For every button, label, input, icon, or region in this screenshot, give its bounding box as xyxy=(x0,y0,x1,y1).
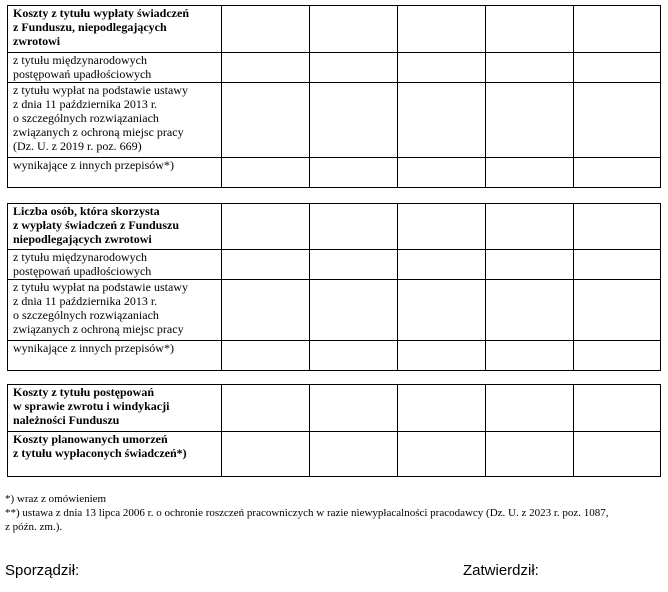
value-cell xyxy=(486,250,574,280)
table-row xyxy=(8,83,661,158)
value-cell xyxy=(486,385,574,432)
value-cell xyxy=(222,341,310,371)
row-label: wynikające z innych przepisów*) xyxy=(8,341,222,371)
value-cell xyxy=(398,385,486,432)
value-cell xyxy=(574,250,661,280)
prepared-by-label: Sporządził: xyxy=(5,562,80,579)
row-label: z tytułu międzynarodowych postępowań upadłościowych xyxy=(8,53,222,83)
value-cell xyxy=(222,83,310,158)
value-cell xyxy=(222,385,310,432)
table-row xyxy=(8,280,661,341)
costs-non-refundable-table xyxy=(7,5,661,188)
footnote-1: *) wraz z omówieniem xyxy=(5,493,107,505)
value-cell xyxy=(574,204,661,250)
table-row xyxy=(8,204,661,250)
value-cell xyxy=(574,280,661,341)
footnote-2: **) ustawa z dnia 13 lipca 2006 r. o ochronie roszczeń pracowniczych w razie niewypłacalności pracodawcy (Dz. U. z 2023 r. poz. 1087, z późn. zm.). xyxy=(5,507,609,533)
value-cell xyxy=(398,250,486,280)
row-heading: Koszty planowanych umorzeń z tytułu wypłaconych świadczeń*) xyxy=(8,432,222,477)
table-row xyxy=(8,6,661,53)
beneficiaries-count-table xyxy=(7,203,661,371)
table-row xyxy=(8,385,661,432)
value-cell xyxy=(398,158,486,188)
row-heading: Liczba osób, która skorzysta z wypłaty świadczeń z Funduszu niepodlegających zwrotowi xyxy=(8,204,222,250)
value-cell xyxy=(486,6,574,53)
recovery-costs-table xyxy=(7,384,661,477)
value-cell xyxy=(398,83,486,158)
value-cell xyxy=(222,53,310,83)
value-cell xyxy=(574,341,661,371)
value-cell xyxy=(486,83,574,158)
value-cell xyxy=(486,341,574,371)
value-cell xyxy=(398,280,486,341)
value-cell xyxy=(574,83,661,158)
value-cell xyxy=(310,158,398,188)
value-cell xyxy=(310,6,398,53)
value-cell xyxy=(310,83,398,158)
value-cell xyxy=(486,158,574,188)
table-row xyxy=(8,250,661,280)
row-label: wynikające z innych przepisów*) xyxy=(8,158,222,188)
value-cell xyxy=(310,341,398,371)
value-cell xyxy=(574,6,661,53)
value-cell xyxy=(398,341,486,371)
table-row xyxy=(8,158,661,188)
value-cell xyxy=(222,250,310,280)
value-cell xyxy=(310,385,398,432)
value-cell xyxy=(222,432,310,477)
table-row xyxy=(8,341,661,371)
table-row xyxy=(8,53,661,83)
value-cell xyxy=(310,432,398,477)
value-cell xyxy=(222,6,310,53)
table-row xyxy=(8,432,661,477)
value-cell xyxy=(574,385,661,432)
value-cell xyxy=(486,53,574,83)
row-label: z tytułu wypłat na podstawie ustawy z dnia 11 października 2013 r. o szczególnych rozwiązaniach związanych z ochroną miejsc pracy (Dz. U. z 2019 r. poz. 669) xyxy=(8,83,222,158)
row-heading: Koszty z tytułu postępowań w sprawie zwrotu i windykacji należności Funduszu xyxy=(8,385,222,432)
value-cell xyxy=(574,158,661,188)
value-cell xyxy=(398,6,486,53)
value-cell xyxy=(310,280,398,341)
value-cell xyxy=(310,204,398,250)
value-cell xyxy=(574,53,661,83)
value-cell xyxy=(574,432,661,477)
value-cell xyxy=(222,158,310,188)
value-cell xyxy=(486,432,574,477)
value-cell xyxy=(310,53,398,83)
value-cell xyxy=(222,204,310,250)
row-label: z tytułu międzynarodowych postępowań upadłościowych xyxy=(8,250,222,280)
row-label: z tytułu wypłat na podstawie ustawy z dnia 11 października 2013 r. o szczególnych rozwiązaniach związanych z ochroną miejsc pracy xyxy=(8,280,222,341)
value-cell xyxy=(486,204,574,250)
value-cell xyxy=(310,250,398,280)
value-cell xyxy=(398,53,486,83)
row-heading: Koszty z tytułu wypłaty świadczeń z Funduszu, niepodlegających zwrotowi xyxy=(8,6,222,53)
value-cell xyxy=(222,280,310,341)
value-cell xyxy=(398,432,486,477)
value-cell xyxy=(486,280,574,341)
approved-by-label: Zatwierdził: xyxy=(463,562,539,579)
value-cell xyxy=(398,204,486,250)
